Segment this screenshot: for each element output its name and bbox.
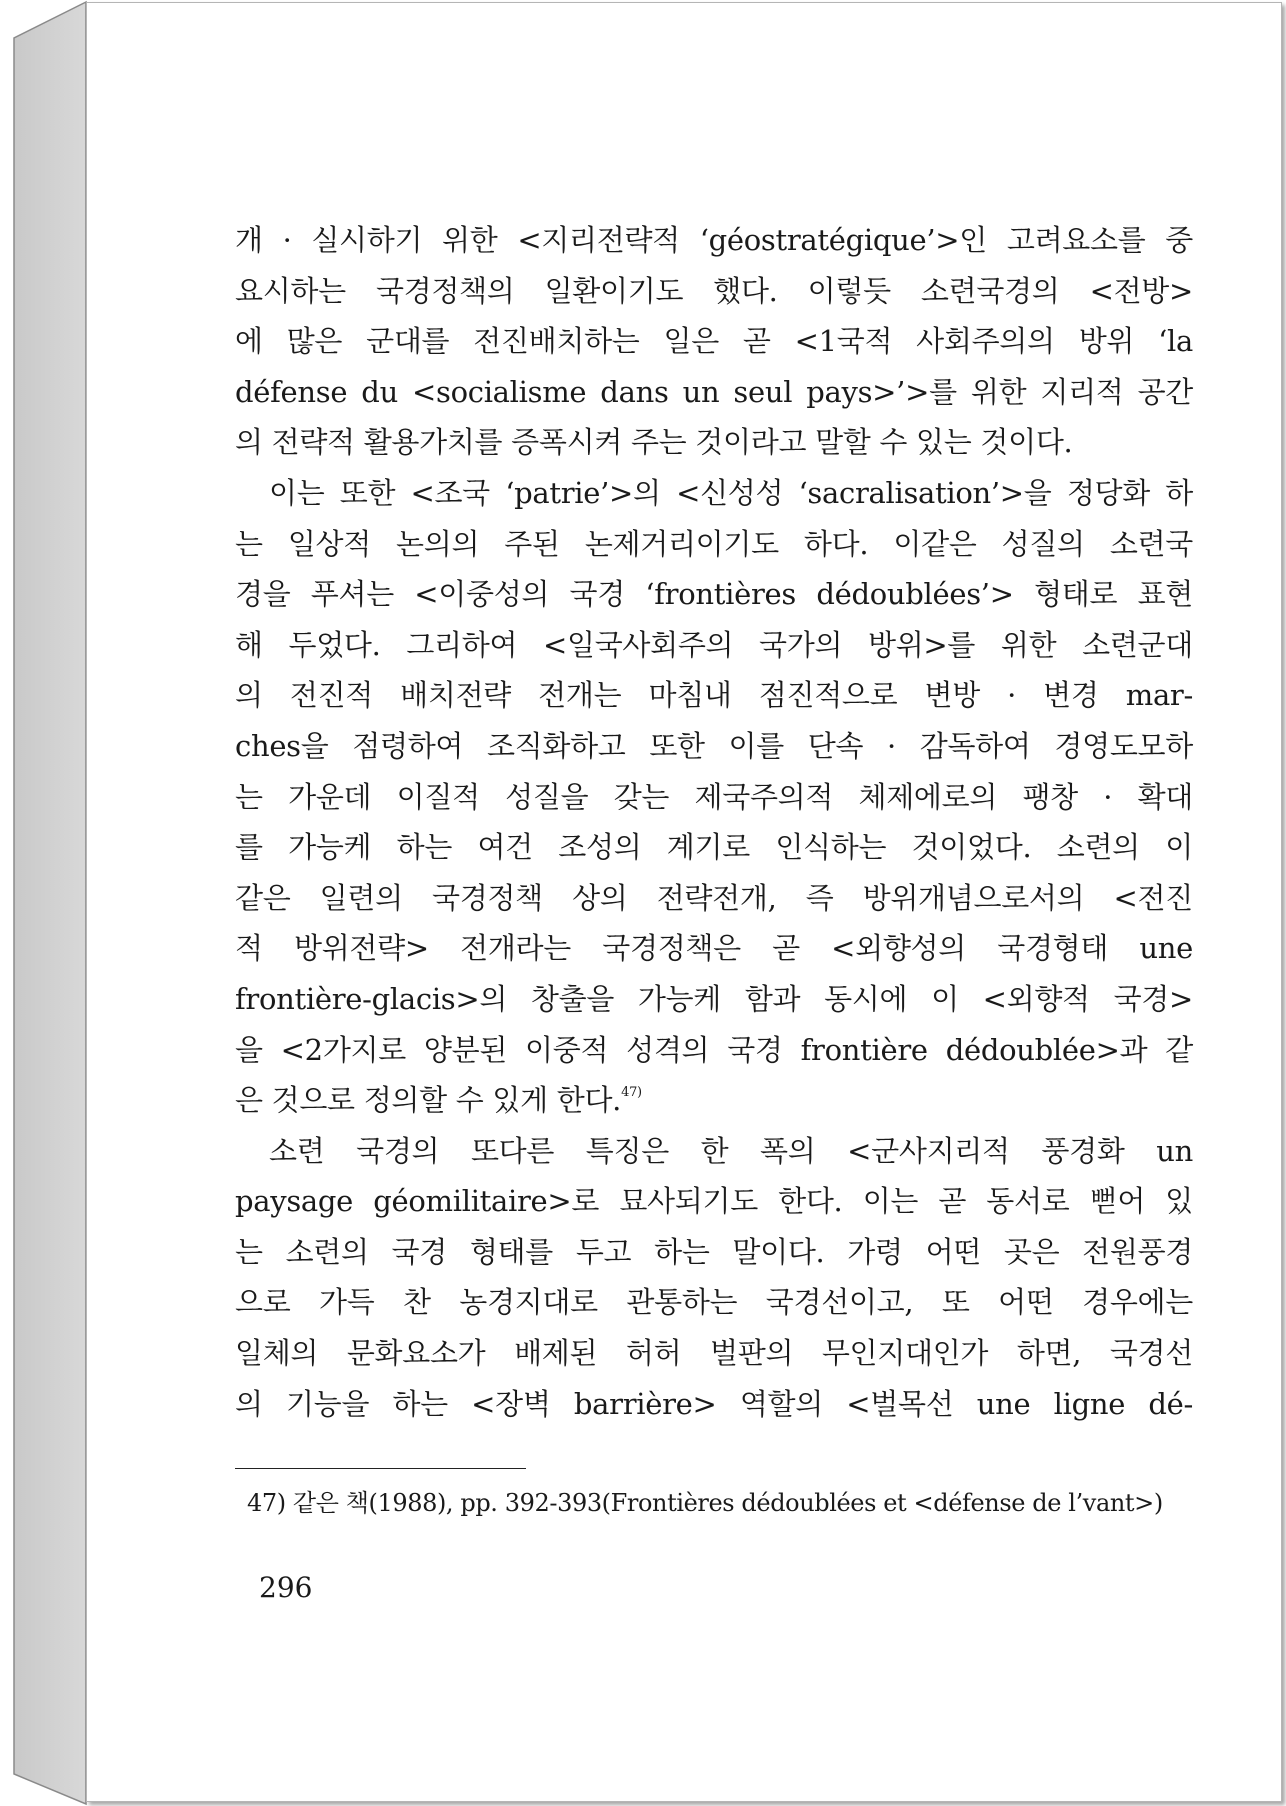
- body-line: défense du <socialisme dans un seul pays>’>를 위한 지리적 공간: [235, 374, 1193, 409]
- body-line: paysage géomilitaire>로 묘사되기도 한다. 이는 곧 동서로 뻗어 있: [235, 1184, 1193, 1219]
- body-line: 의 전략적 활용가치를 증폭시켜 주는 것이라고 말할 수 있는 것이다.: [235, 425, 1073, 460]
- footnote: 47) 같은 책(1988), pp. 392-393(Frontières dédoublées et <défense de l’vant>): [247, 1489, 1163, 1517]
- body-line: 이는 또한 <조국 ‘patrie’>의 <신성성 ‘sacralisation’>을 정당화 하: [269, 475, 1193, 510]
- body-line: 개 · 실시하기 위한 <지리전략적 ‘géostratégique’>인 고려요소를 중: [235, 223, 1193, 257]
- body-line: 같은 일련의 국경정책 상의 전략전개, 즉 방위개념으로서의 <전진: [235, 880, 1193, 915]
- body-line: 해 두었다. 그리하여 <일국사회주의 국가의 방위>를 위한 소련군대: [235, 627, 1193, 662]
- page: [86, 2, 1282, 1802]
- body-line: 경을 푸셔는 <이중성의 국경 ‘frontières dédoublées’> 형태로 표현: [235, 577, 1193, 612]
- body-line-with-footnote: [235, 1075, 1193, 1126]
- body-line: frontière-glacis>의 창출을 가능케 함과 동시에 이 <외향적 국경>: [235, 981, 1193, 1016]
- body-line: 소련 국경의 또다른 특징은 한 폭의 <군사지리적 풍경화 un: [269, 1133, 1193, 1168]
- body-text: [235, 215, 1193, 1429]
- body-line: 는 가운데 이질적 성질을 갖는 제국주의적 체제에로의 팽창 · 확대: [235, 779, 1193, 814]
- body-line: 적 방위전략> 전개라는 국경정책은 곧 <외향성의 국경형태 une: [235, 931, 1193, 966]
- body-line-text: 은 것으로 정의할 수 있게 한다.: [235, 1083, 622, 1118]
- body-line: 일체의 문화요소가 배제된 허허 벌판의 무인지대인가 하면, 국경선: [235, 1336, 1193, 1371]
- footnote-divider: [235, 1468, 526, 1469]
- footnote-reference: 47): [621, 1085, 642, 1101]
- body-line: 의 기능을 하는 <장벽 barrière> 역할의 <벌목선 une ligne dé-: [235, 1386, 1193, 1421]
- body-line: 는 소련의 국경 형태를 두고 하는 말이다. 가령 어떤 곳은 전원풍경: [235, 1234, 1193, 1269]
- body-line: 의 전진적 배치전략 전개는 마침내 점진적으로 변방 · 변경 mar-: [235, 678, 1193, 713]
- body-line: 를 가능케 하는 여건 조성의 계기로 인식하는 것이었다. 소련의 이: [235, 830, 1193, 865]
- body-line: 으로 가득 찬 농경지대로 관통하는 국경선이고, 또 어떤 경우에는: [235, 1285, 1193, 1320]
- body-line: ches을 점령하여 조직화하고 또한 이를 단속 · 감독하여 경영도모하: [235, 728, 1193, 763]
- body-line: 에 많은 군대를 전진배치하는 일은 곧 <1국적 사회주의의 방위 ‘la: [235, 324, 1193, 359]
- page-number: 296: [259, 1571, 313, 1604]
- body-line: 요시하는 국경정책의 일환이기도 했다. 이렇듯 소련국경의 <전방>: [235, 273, 1193, 308]
- body-line: 는 일상적 논의의 주된 논제거리이기도 하다. 이같은 성질의 소련국: [235, 526, 1193, 561]
- body-line: 을 <2가지로 양분된 이중적 성격의 국경 frontière dédoublée>과 같: [235, 1032, 1193, 1067]
